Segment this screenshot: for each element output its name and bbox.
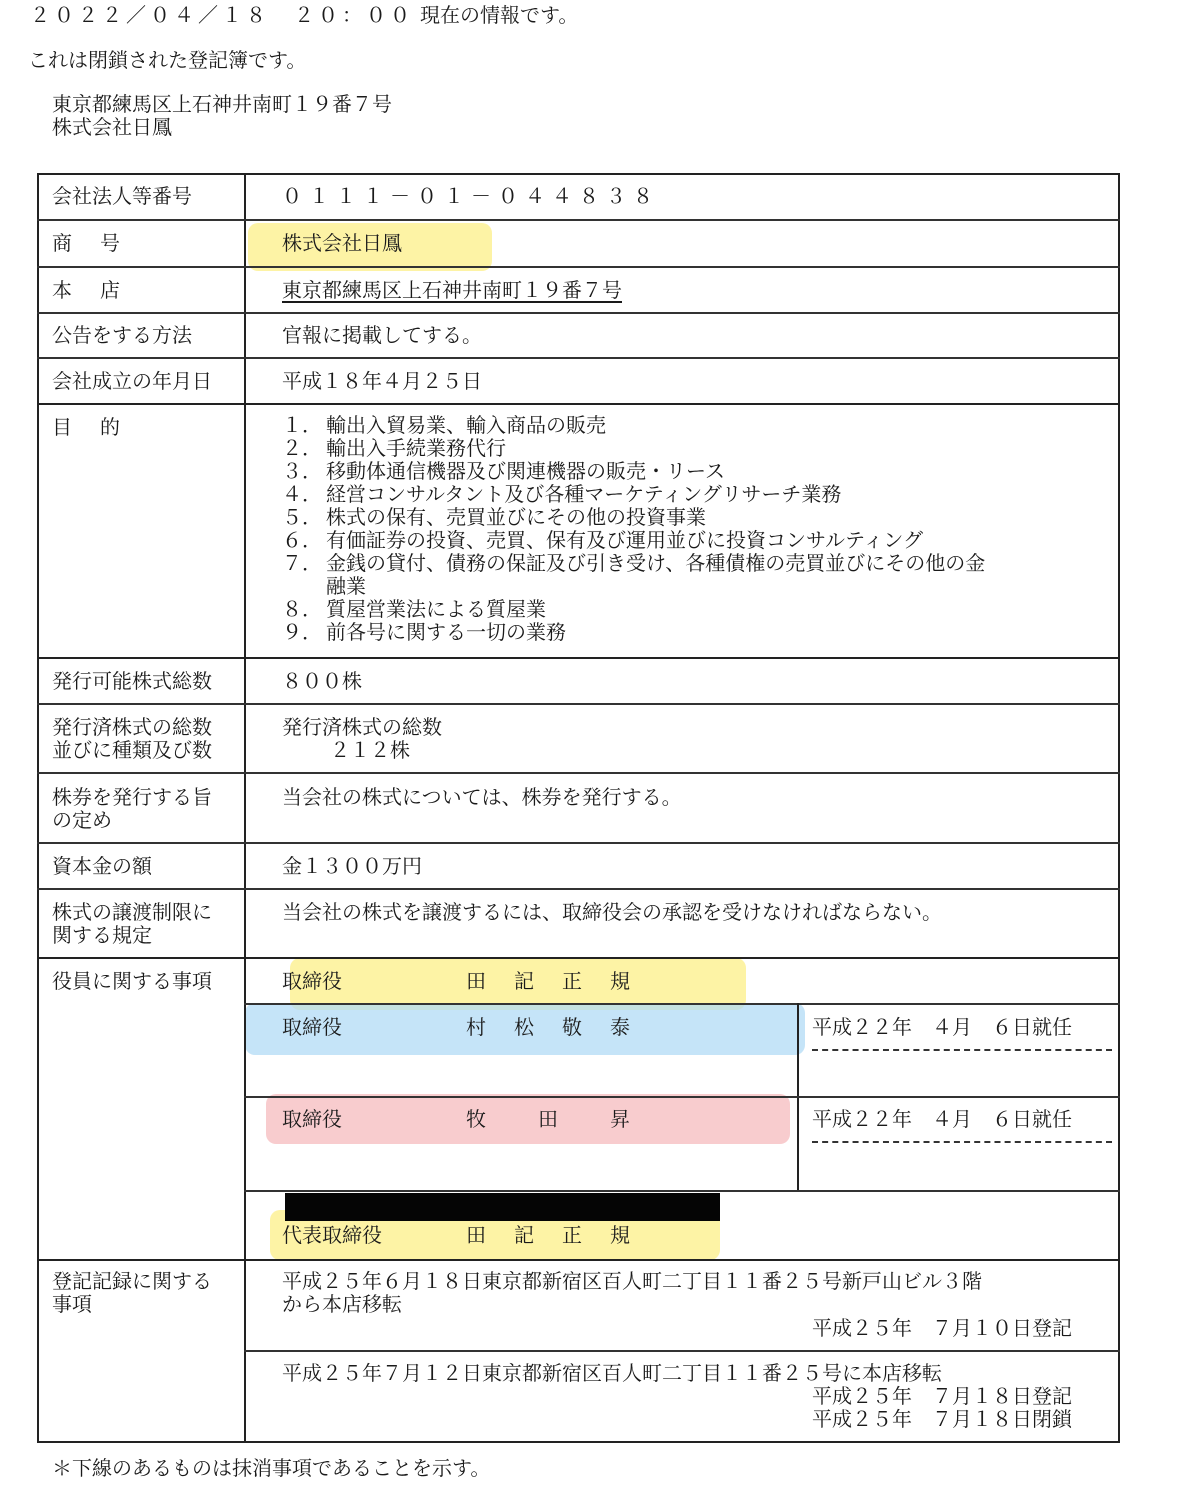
head-office: 東京都練馬区上石神井南町１９番７号 (282, 278, 622, 302)
purpose-item: ９． 前各号に関する一切の業務 (282, 620, 566, 644)
label-head-office: 本 店 (52, 278, 124, 302)
purpose-item: ３． 移動体通信機器及び関連機器の販売・リース (282, 459, 725, 483)
trade-name: 株式会社日鳳 (282, 231, 402, 255)
closed-register-note: これは閉鎖された登記簿です。 (28, 48, 307, 72)
established-date: 平成１８年４月２５日 (282, 369, 482, 393)
row-divider (37, 312, 1120, 314)
purpose-item: ７． 金銭の貸付、債務の保証及び引き受け、各種債権の売買並びにその他の金 (282, 551, 986, 575)
label-corp-number: 会社法人等番号 (52, 184, 192, 208)
capital: 金１３００万円 (282, 854, 422, 878)
officer-appointed-date: 平成２２年 ４月 ６日就任 (812, 1015, 1072, 1039)
registry-closed-date: 平成２５年 ７月１８日閉鎖 (812, 1407, 1072, 1431)
label-certificates-2: の定め (52, 808, 112, 832)
registry-entry-date: 平成２５年 ７月１８日登記 (812, 1384, 1072, 1408)
row-divider (37, 957, 1120, 959)
officer-name: 村 松 敬 泰 (466, 1015, 634, 1039)
dashed-rule (812, 1141, 1112, 1143)
purpose-item: ８． 質屋営業法による質屋業 (282, 597, 546, 621)
timestamp: ２０２２／０４／１８ ２０：００ (30, 3, 414, 27)
purpose-item-continuation: 融業 (326, 574, 366, 598)
footnote: ＊下線のあるものは抹消事項であることを示す。 (52, 1456, 491, 1480)
label-public-notice: 公告をする方法 (52, 323, 192, 347)
row-divider (37, 266, 1120, 268)
label-registry-1: 登記記録に関する (52, 1269, 212, 1293)
officer-name: 田 記 正 規 (466, 1223, 634, 1247)
row-divider (37, 703, 1120, 705)
transfer-restriction: 当会社の株式を譲渡するには、取締役会の承認を受けなければならない。 (282, 900, 942, 924)
dashed-rule (812, 1049, 1112, 1051)
officer-divider (244, 1190, 1120, 1192)
purpose-item: １． 輸出入貿易業、輸入商品の販売 (282, 413, 606, 437)
label-trade-name: 商 号 (52, 231, 124, 255)
officer-divider (797, 1096, 1120, 1098)
officer-divider (244, 1003, 1120, 1005)
certificates: 当会社の株式については、株券を発行する。 (282, 785, 682, 809)
officer-title: 取締役 (282, 969, 342, 993)
label-capital: 資本金の額 (52, 854, 152, 878)
issued-shares-caption: 発行済株式の総数 (282, 715, 442, 739)
officer-title: 取締役 (282, 1015, 342, 1039)
officer-title: 取締役 (282, 1107, 342, 1131)
issued-shares: ２１２株 (330, 738, 410, 762)
label-purpose: 目 的 (52, 415, 124, 439)
authorized-shares: ８００株 (282, 669, 362, 693)
label-issued-shares-2: 並びに種類及び数 (52, 738, 212, 762)
public-notice: 官報に掲載してする。 (282, 323, 482, 347)
registry-entry-line: から本店移転 (282, 1292, 402, 1316)
row-divider (37, 888, 1120, 890)
row-divider (37, 403, 1120, 405)
label-transfer-2: 関する規定 (52, 923, 152, 947)
officer-name: 牧 田 昇 (466, 1107, 634, 1131)
label-transfer-1: 株式の譲渡制限に (52, 900, 212, 924)
label-officers: 役員に関する事項 (52, 969, 212, 993)
officer-name: 田 記 正 規 (466, 969, 634, 993)
registry-entry-line: 平成２５年６月１８日東京都新宿区百人町二丁目１１番２５号新戸山ビル３階 (282, 1269, 982, 1293)
purpose-item: ６． 有価証券の投資、売買、保有及び運用並びに投資コンサルティング (282, 528, 923, 552)
registry-entry-line: 平成２５年７月１２日東京都新宿区百人町二丁目１１番２５号に本店移転 (282, 1361, 942, 1385)
officer-divider (244, 1096, 797, 1098)
header-address: 東京都練馬区上石神井南町１９番７号 (52, 92, 392, 116)
label-certificates-1: 株券を発行する旨 (52, 785, 212, 809)
purpose-list (282, 414, 985, 644)
purpose-item: ４． 経営コンサルタント及び各種マーケティングリサーチ業務 (282, 482, 842, 506)
officer-appointed-date: 平成２２年 ４月 ６日就任 (812, 1107, 1072, 1131)
officer-title: 代表取締役 (282, 1223, 382, 1247)
timestamp-note: 現在の情報です。 (420, 3, 579, 27)
redaction-bar (285, 1193, 720, 1221)
registry-divider (244, 1350, 1120, 1352)
row-divider (37, 657, 1120, 659)
row-divider (37, 1259, 1120, 1261)
label-issued-shares-1: 発行済株式の総数 (52, 715, 212, 739)
purpose-item: ５． 株式の保有、売買並びにその他の投資事業 (282, 505, 706, 529)
registry-entry-date: 平成２５年 ７月１０日登記 (812, 1316, 1072, 1340)
corp-number: ０１１１－０１－０４４８３８ (282, 184, 660, 208)
row-divider (37, 772, 1120, 774)
purpose-item: ２． 輸出入手続業務代行 (282, 436, 506, 460)
label-established: 会社成立の年月日 (52, 369, 212, 393)
row-divider (37, 842, 1120, 844)
label-registry-2: 事項 (52, 1292, 92, 1316)
header-company: 株式会社日鳳 (52, 115, 172, 139)
row-divider (37, 357, 1120, 359)
row-divider (37, 219, 1120, 221)
label-authorized-shares: 発行可能株式総数 (52, 669, 212, 693)
